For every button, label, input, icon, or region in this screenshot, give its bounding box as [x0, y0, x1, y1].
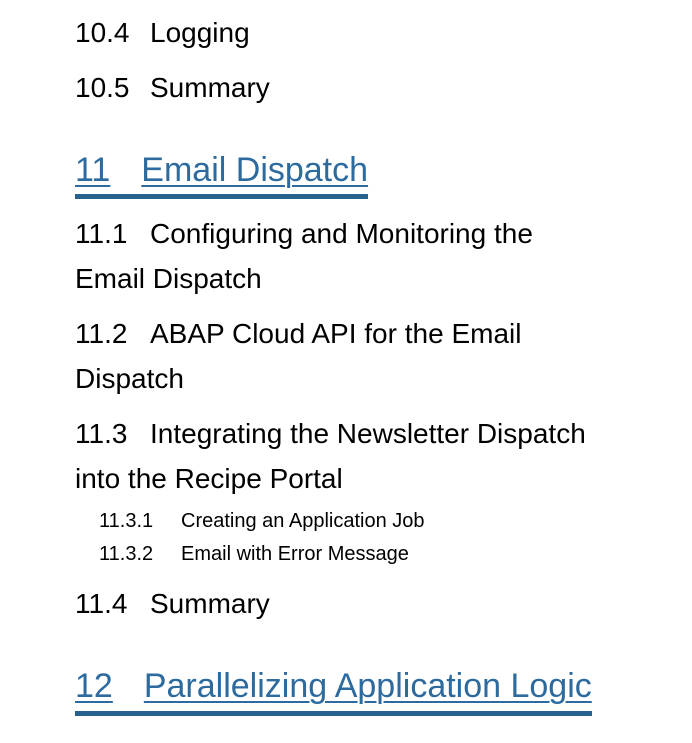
toc-item-number: 11.4 — [75, 588, 128, 620]
chapter-title: Parallelizing Application Logic — [143, 667, 592, 706]
chapter-link[interactable] — [75, 668, 592, 715]
toc-item-title: Configuring and Monitoring the Email Dispatch — [75, 218, 533, 295]
chapter-number: 11 — [75, 151, 111, 189]
toc-item — [75, 411, 600, 501]
toc-subitem — [75, 505, 600, 538]
toc-item-number: 11.2 — [75, 318, 128, 350]
toc-item — [75, 65, 600, 110]
toc-item — [75, 10, 600, 55]
toc-item-number: 11.1 — [75, 218, 128, 250]
toc-subitem-number: 11.3.1 — [99, 510, 154, 533]
toc-item-title: Summary — [150, 72, 270, 103]
toc-item-number: 11.3 — [75, 418, 128, 450]
toc-item-title: Summary — [150, 588, 270, 620]
toc-item — [75, 211, 600, 301]
toc-item — [75, 581, 600, 626]
chapter-title: Email Dispatch — [141, 151, 369, 189]
toc-sublist — [75, 505, 600, 571]
chapter-heading — [75, 668, 600, 715]
toc-item-number: 10.4 — [75, 17, 130, 48]
toc-subitem-title: Email with Error Message — [181, 543, 409, 566]
toc-item-title: Integrating the Newsletter Dispatch into the Recipe Portal — [75, 418, 586, 495]
toc-item-number: 10.5 — [75, 72, 130, 103]
chapter-link[interactable] — [75, 152, 368, 199]
toc-subitem-title: Creating an Application Job — [181, 510, 425, 533]
toc-item-title: Logging — [150, 17, 250, 48]
chapter-number: 12 — [75, 667, 113, 706]
toc-item-title: ABAP Cloud API for the Email Dispatch — [75, 318, 522, 395]
toc-subitem-number: 11.3.2 — [99, 543, 154, 566]
toc-subitem — [75, 538, 600, 571]
chapter-heading — [75, 152, 600, 199]
toc-item — [75, 311, 600, 401]
